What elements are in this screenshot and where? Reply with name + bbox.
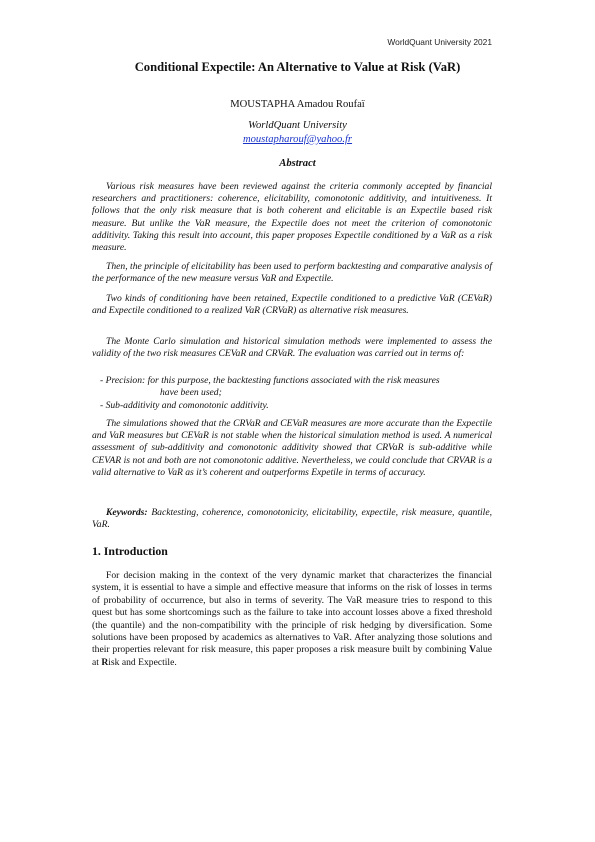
author-name: MOUSTAPHA Amadou Roufaï (230, 99, 365, 110)
intro-text-main: For decision making in the context of the very dynamic market that characterizes the financial system, it is essential to have a simple and effective measure that informs on the risk of losses in terms of probability of occurrence, but also in terms of severity. The VaR measure tries to respond to this quest but has some shortcomings such as the failure to take into account losses above a fixed threshold (the quantile) and the non-compatibility with the principle of risk hedging by diversification. Some solutions have been proposed by academics as alternatives to VaR. After analyzing those solutions and their properties relevant for risk measure, this paper proposes a risk measure built by combining (92, 570, 492, 656)
list-item-precision-line2: have been used; (160, 387, 222, 399)
intro-text-end: isk and Expectile. (108, 656, 177, 668)
author-email-line (0, 134, 595, 145)
list-item-precision (100, 375, 492, 399)
keywords-label: Keywords: (106, 507, 148, 518)
author-email-link[interactable]: moustapharouf@yahoo.fr (242, 134, 353, 145)
running-head: WorldQuant University 2021 (387, 37, 492, 47)
abstract-paragraph-2: Then, the principle of elicitability has been used to perform backtesting and comparative analysis of the performance of the new measure versus VaR and Expectile. (92, 261, 492, 285)
list-item-additivity: - Sub-additivity and comonotonic additivity. (100, 400, 269, 412)
list-item-precision-line1: - Precision: for this purpose, the backtesting functions associated with the risk measures (100, 375, 440, 386)
author-affiliation: WorldQuant University (248, 120, 347, 131)
evaluation-criteria-list (100, 375, 492, 413)
abstract-paragraph-4: The Monte Carlo simulation and historical simulation methods were implemented to assess the validity of the two risk measures CEVaR and CRVaR. The evaluation was carried out in terms of: (92, 336, 492, 360)
introduction-paragraph (92, 570, 492, 669)
keywords-text: Backtesting, coherence, comonotonicity, elicitability, expectile, risk measure, quantile, VaR. (92, 507, 492, 531)
abstract-paragraph-3: Two kinds of conditioning have been retained, Expectile conditioned to a predictive VaR (CEVaR) and Expectile conditioned to a realized VaR (CRVaR) as alternative risk measures. (92, 293, 492, 317)
intro-bold-r: R (101, 656, 109, 668)
abstract-heading: Abstract (279, 158, 316, 169)
paper-title: Conditional Expectile: An Alternative to Value at Risk (VaR) (134, 60, 461, 74)
intro-text-alue-at: alue at (92, 644, 492, 668)
abstract-paragraph-5: The simulations showed that the CRVaR and CEVaR measures are more accurate than the Expectile and VaR measures but CEVaR is not stable when the historical simulation method is used. A numerical assessment of sub-additivity and comonotonic additivity showed that CRVaR is sub-additive while CEVAR is not and both are not comonotonic additive. Nevertheless, we could conclude that CRVAR is a valid alternative to VaR as it’s coherent and outperforms Expetile in terms of accuracy. (92, 418, 492, 478)
intro-bold-v: V (469, 644, 477, 656)
section-heading-introduction: 1. Introduction (92, 544, 168, 558)
keywords (92, 507, 492, 531)
abstract-paragraph-1: Various risk measures have been reviewed against the criteria commonly accepted by financial researchers and practitioners: coherence, elicitability, comonotonic additivity, and intuitiveness. It follows that the only risk measure that is both coherent and elicitable is an Expectile based risk measure. But unlike the VaR measure, the Expectile does not meet the criterion of comonotonic additivity. Taking this result into account, this paper proposes Expectile conditioned by a VaR as a risk measure. (92, 181, 492, 254)
